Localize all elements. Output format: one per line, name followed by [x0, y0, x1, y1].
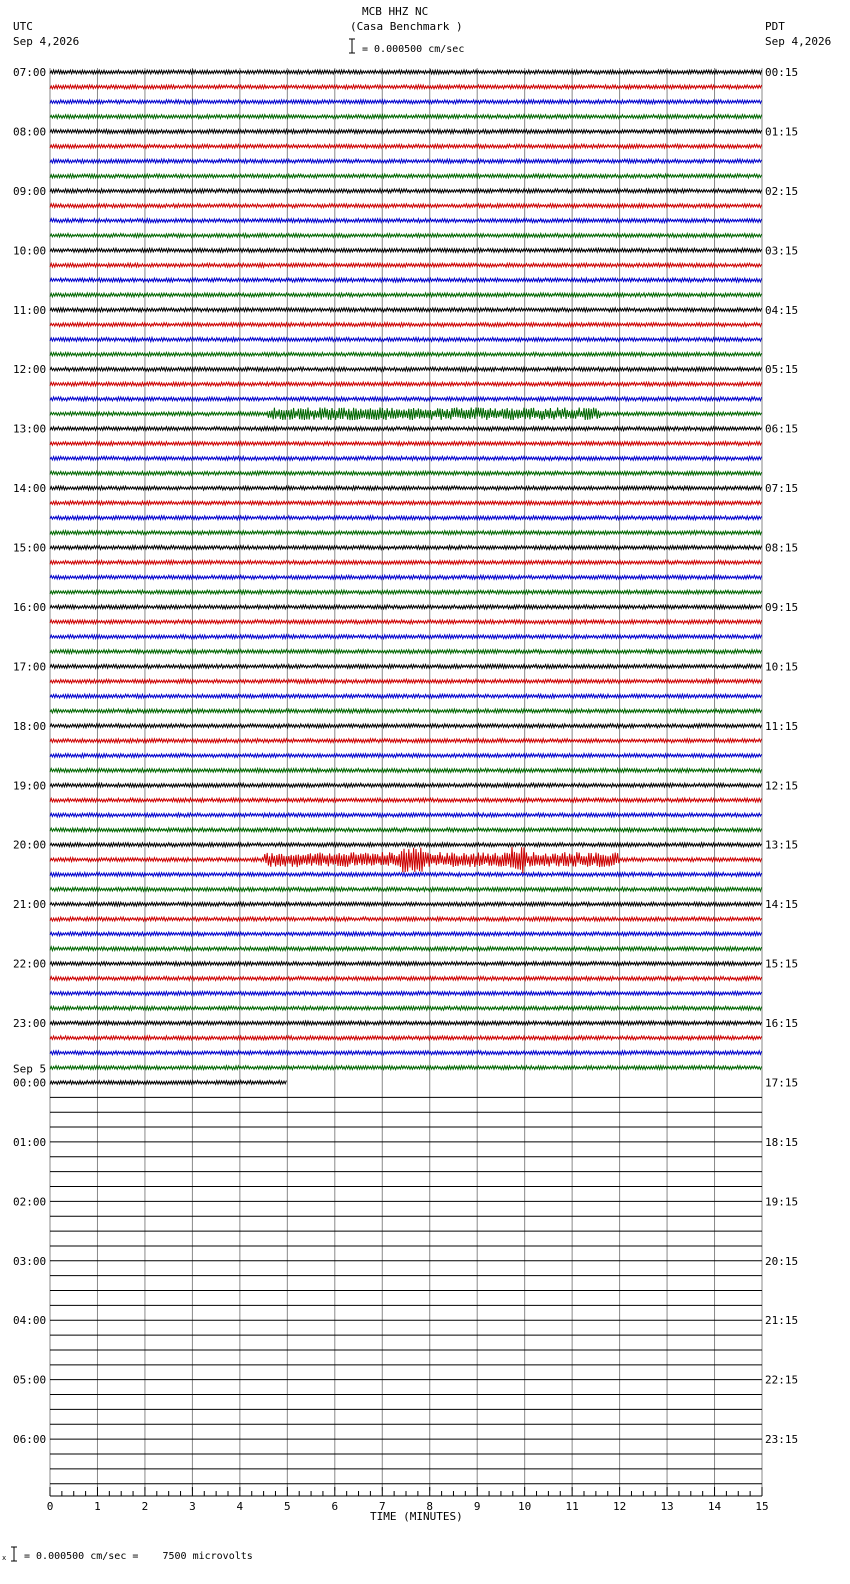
trace-line: [50, 367, 762, 371]
pdt-hour-label: 09:15: [765, 600, 799, 614]
trace-line: [50, 873, 762, 877]
pdt-hour-label: 07:15: [765, 482, 799, 496]
trace-line: [50, 219, 762, 223]
pdt-hour-label: 05:15: [765, 363, 799, 377]
utc-hour-label: 23:00: [13, 1017, 47, 1031]
utc-hour-label: 07:00: [13, 66, 47, 79]
trace-line: [50, 442, 762, 446]
trace-line: [50, 204, 762, 208]
trace-line: [50, 471, 762, 475]
pdt-hour-label: 11:15: [765, 719, 799, 733]
pdt-hour-label: 03:15: [765, 244, 799, 258]
x-tick-label: 7: [378, 1500, 386, 1513]
trace-line: [50, 338, 762, 342]
trace-line: [50, 679, 762, 683]
trace-line: [50, 902, 762, 906]
trace-line: [50, 159, 762, 163]
trace-line: [50, 144, 762, 148]
trace-line: [50, 516, 762, 520]
x-tick-label: 13: [660, 1500, 674, 1513]
station-location: (Casa Benchmark ): [350, 20, 463, 33]
trace-line: [50, 932, 762, 936]
right-timezone: PDT: [765, 20, 785, 33]
trace-lines: [50, 70, 762, 1484]
trace-line: [50, 1006, 762, 1010]
pdt-hour-label: 16:15: [765, 1017, 799, 1031]
utc-hour-label: 08:00: [13, 125, 47, 139]
pdt-hour-label: 02:15: [765, 184, 799, 198]
trace-line: [50, 813, 762, 817]
pdt-hour-label: 22:15: [765, 1373, 799, 1387]
utc-hour-label: 19:00: [13, 779, 47, 793]
x-tick-label: 9: [473, 1500, 481, 1513]
trace-line: [50, 991, 762, 995]
utc-hour-label: 17:00: [13, 660, 47, 674]
trace-line: [50, 709, 762, 713]
utc-hour-label: 09:00: [13, 184, 47, 198]
trace-line: [50, 308, 762, 312]
trace-line: [50, 85, 762, 89]
pdt-hour-label: 15:15: [765, 957, 799, 971]
utc-hour-label: 11:00: [13, 303, 47, 317]
trace-line: [50, 263, 762, 267]
footer-marker: x: [2, 1554, 7, 1562]
pdt-hour-label: 01:15: [765, 125, 799, 139]
x-tick-label: 12: [612, 1500, 627, 1513]
pdt-hour-label: 21:15: [765, 1314, 799, 1328]
trace-line: [50, 783, 762, 787]
trace-line: [50, 427, 762, 431]
station-title: MCB HHZ NC: [362, 5, 429, 18]
trace-line: [50, 635, 762, 639]
trace-line: [50, 1066, 762, 1070]
trace-line: [50, 234, 762, 238]
utc-hour-label: 21:00: [13, 898, 47, 912]
trace-line: [50, 323, 762, 327]
trace-line: [50, 352, 762, 356]
left-timezone: UTC: [13, 20, 33, 33]
pdt-hour-label: 04:15: [765, 303, 799, 317]
utc-hour-label: 10:00: [13, 244, 47, 258]
x-tick-label: 14: [707, 1500, 722, 1513]
utc-hour-label: 02:00: [13, 1195, 47, 1209]
utc-hour-label: 15:00: [13, 541, 47, 555]
scale-label: = 0.000500 cm/sec: [362, 44, 465, 55]
trace-line: [50, 560, 762, 564]
trace-line: [50, 650, 762, 654]
pdt-hour-label: 18:15: [765, 1135, 799, 1149]
utc-hour-label: 18:00: [13, 719, 47, 733]
trace-line: [50, 408, 762, 421]
x-tick-label: 0: [46, 1500, 54, 1513]
trace-line: [50, 115, 762, 119]
utc-hour-label: 00:00: [13, 1076, 47, 1090]
trace-line: [50, 917, 762, 921]
pdt-hour-label: 00:15: [765, 66, 799, 79]
trace-line: [50, 843, 762, 847]
x-tick-label: 10: [518, 1500, 532, 1513]
x-tick-label: 3: [189, 1500, 196, 1513]
trace-line: [50, 546, 762, 550]
pdt-hour-label: 06:15: [765, 422, 799, 436]
trace-line: [50, 293, 762, 297]
trace-line: [50, 248, 762, 252]
pdt-hour-label: 12:15: [765, 779, 799, 793]
trace-line: [50, 768, 762, 772]
trace-line: [50, 501, 762, 505]
trace-line: [50, 798, 762, 802]
trace-line: [50, 1081, 286, 1085]
trace-line: [50, 575, 762, 579]
trace-line: [50, 70, 762, 74]
utc-hour-label: 04:00: [13, 1314, 47, 1328]
trace-line: [50, 1051, 762, 1055]
trace-line: [50, 1021, 762, 1025]
pdt-hour-label: 17:15: [765, 1076, 799, 1090]
x-axis-title: TIME (MINUTES): [370, 1510, 463, 1523]
trace-line: [50, 486, 762, 490]
day-change-label: Sep 5: [13, 1062, 47, 1076]
utc-hour-label: 14:00: [13, 482, 47, 496]
footer-scale-note: = 0.000500 cm/sec = 7500 microvolts: [24, 1551, 253, 1562]
x-tick-label: 2: [141, 1500, 149, 1513]
x-tick-label: 11: [565, 1500, 579, 1513]
utc-hour-label: 03:00: [13, 1254, 47, 1268]
trace-line: [50, 189, 762, 193]
trace-line: [50, 962, 762, 966]
right-date: Sep 4,2026: [765, 35, 832, 48]
trace-line: [50, 887, 762, 891]
utc-hour-label: 16:00: [13, 600, 47, 614]
trace-line: [50, 947, 762, 951]
utc-hour-label: 20:00: [13, 838, 47, 852]
trace-line: [50, 130, 762, 134]
trace-line: [50, 456, 762, 460]
utc-hour-label: 12:00: [13, 363, 47, 377]
trace-line: [50, 828, 762, 832]
utc-hour-label: 22:00: [13, 957, 47, 971]
trace-line: [50, 977, 762, 981]
trace-line: [50, 754, 762, 758]
trace-line: [50, 590, 762, 594]
trace-line: [50, 739, 762, 743]
pdt-hour-label: 08:15: [765, 541, 799, 555]
trace-line: [50, 724, 762, 728]
trace-line: [50, 664, 762, 668]
pdt-hour-label: 10:15: [765, 660, 799, 674]
pdt-hour-label: 23:15: [765, 1433, 799, 1447]
trace-line: [50, 382, 762, 386]
trace-line: [50, 847, 762, 874]
utc-hour-label: 13:00: [13, 422, 47, 436]
utc-hour-label: 06:00: [13, 1433, 47, 1447]
pdt-hour-label: 19:15: [765, 1195, 799, 1209]
pdt-hour-label: 20:15: [765, 1254, 799, 1268]
x-tick-label: 15: [755, 1500, 769, 1513]
trace-line: [50, 531, 762, 535]
trace-line: [50, 174, 762, 178]
trace-line: [50, 100, 762, 104]
left-date: Sep 4,2026: [13, 35, 80, 48]
x-tick-label: 8: [426, 1500, 434, 1513]
trace-line: [50, 397, 762, 401]
trace-line: [50, 694, 762, 698]
utc-hour-label: 05:00: [13, 1373, 47, 1387]
trace-line: [50, 605, 762, 609]
x-tick-label: 4: [236, 1500, 244, 1513]
x-tick-label: 6: [331, 1500, 339, 1513]
x-tick-label: 5: [284, 1500, 291, 1513]
pdt-hour-label: 13:15: [765, 838, 799, 852]
pdt-hour-label: 14:15: [765, 898, 799, 912]
x-tick-label: 1: [94, 1500, 101, 1513]
trace-line: [50, 1036, 762, 1040]
utc-hour-label: 01:00: [13, 1135, 47, 1149]
trace-line: [50, 620, 762, 624]
trace-line: [50, 278, 762, 282]
